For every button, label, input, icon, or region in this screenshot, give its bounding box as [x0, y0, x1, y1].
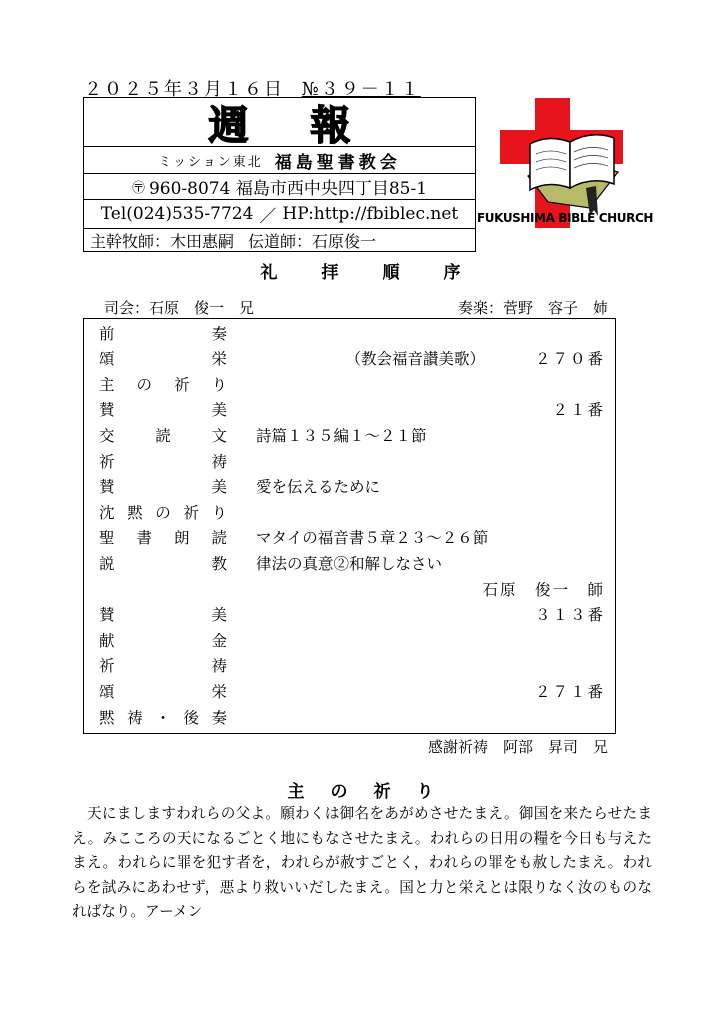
service-item — [84, 525, 615, 551]
staff-row — [84, 228, 475, 252]
mission-name: ミッション東北 — [158, 154, 263, 170]
service-item — [84, 500, 615, 526]
service-item-label: 交 読 文 — [99, 426, 227, 445]
service-item — [84, 449, 615, 475]
service-item — [84, 346, 615, 372]
service-item-label: 前 奏 — [99, 324, 227, 343]
service-item-label: 頌 栄 — [99, 350, 227, 369]
service-item — [84, 577, 615, 603]
service-item-detail: 愛を伝えるために — [256, 478, 381, 497]
service-item-number: ２７０番 — [534, 350, 605, 369]
musician: 奏楽：菅野 容子 姉 — [457, 299, 608, 317]
service-item-label: 祈 祷 — [99, 452, 227, 471]
service-item-label: 主 の 祈 り — [99, 375, 227, 394]
church-name: 福島聖書教会 — [274, 152, 401, 173]
service-item — [84, 653, 615, 679]
service-item — [84, 321, 615, 347]
officiant: 司会：石原 俊一 兄 — [104, 299, 255, 317]
service-item — [84, 474, 615, 500]
contact-row — [84, 199, 475, 228]
telephone: Tel(024)535-7724 — [100, 204, 254, 224]
logo-text: FUKUSHIMA BIBLE CHURCH — [477, 211, 653, 225]
service-item-number: ３１３番 — [534, 606, 605, 625]
service-order-table — [83, 318, 616, 734]
service-item-label: 祈 祷 — [99, 657, 227, 676]
evangelist: 伝道師：石原俊一 — [248, 232, 377, 251]
title-row — [84, 98, 475, 149]
service-item-label: 聖 書 朗 読 — [99, 529, 227, 548]
service-item — [84, 602, 615, 628]
service-item-label: 沈 黙 の 祈 り — [99, 503, 227, 522]
service-item — [84, 628, 615, 654]
service-item — [84, 705, 615, 731]
service-item-label: 頌 栄 — [99, 682, 227, 701]
service-item-note: （教会福音讃美歌） — [345, 350, 485, 369]
bulletin-date: ２０２５年３月１６日 — [84, 79, 284, 100]
contact-separator: ／ — [259, 206, 277, 227]
church-row — [84, 146, 475, 173]
service-item-label: 説 教 — [99, 554, 227, 573]
bulletin-title: 週報 — [208, 102, 413, 149]
homepage-link[interactable]: HP:http://fbiblec.net — [282, 204, 459, 224]
address-row — [84, 173, 475, 199]
service-item — [84, 551, 615, 577]
service-item-label: 賛 美 — [99, 478, 227, 497]
service-item-label: 賛 美 — [99, 401, 227, 420]
thanksgiving-prayer: 感謝祈祷 阿部 昇司 兄 — [427, 738, 608, 756]
service-item-label: 賛 美 — [99, 606, 227, 625]
lords-prayer-text: 天にましますわれらの父よ。願わくは御名をあがめさせたまえ。御国を来たらせたまえ。みこころの天になるごとく地にもなさせたまえ。われらの日用の糧を今日も与えたまえ。われらに罪を犯す者を，われらが赦すごとく，われらの罪をも赦したまえ。われらを試みにあわせず，悪より救いいだしたまえ。国と力と栄えとは限りなく汝のものなればなり。アーメン — [72, 805, 652, 920]
service-item — [84, 679, 615, 705]
service-item — [84, 397, 615, 423]
service-item-label: 黙 祷 ・ 後 奏 — [99, 708, 227, 727]
service-item-label: 献 金 — [99, 631, 227, 650]
church-logo-icon — [490, 98, 650, 228]
service-item-detail: 詩篇１３５編１～２１節 — [256, 426, 427, 445]
service-item-detail: マタイの福音書５章２３～２６節 — [256, 529, 489, 548]
service-item — [84, 423, 615, 449]
senior-pastor: 主幹牧師：木田惠嗣 — [90, 232, 235, 251]
postal-mark-icon: 〶 — [131, 181, 145, 196]
issue-number: №３９－１１ — [301, 79, 421, 100]
service-order-heading: 礼拝順序 — [260, 263, 505, 283]
service-item-number: 石原 俊一 師 — [482, 580, 605, 599]
lords-prayer-heading: 主の祈り — [287, 782, 460, 802]
address: 960-8074 福島市西中央四丁目85-1 — [148, 179, 428, 199]
service-item-number: ２７１番 — [534, 682, 605, 701]
service-item-number: ２１番 — [552, 401, 605, 420]
bulletin-header — [83, 97, 476, 252]
service-item-detail: 律法の真意②和解しなさい — [256, 554, 443, 573]
service-item — [84, 372, 615, 398]
